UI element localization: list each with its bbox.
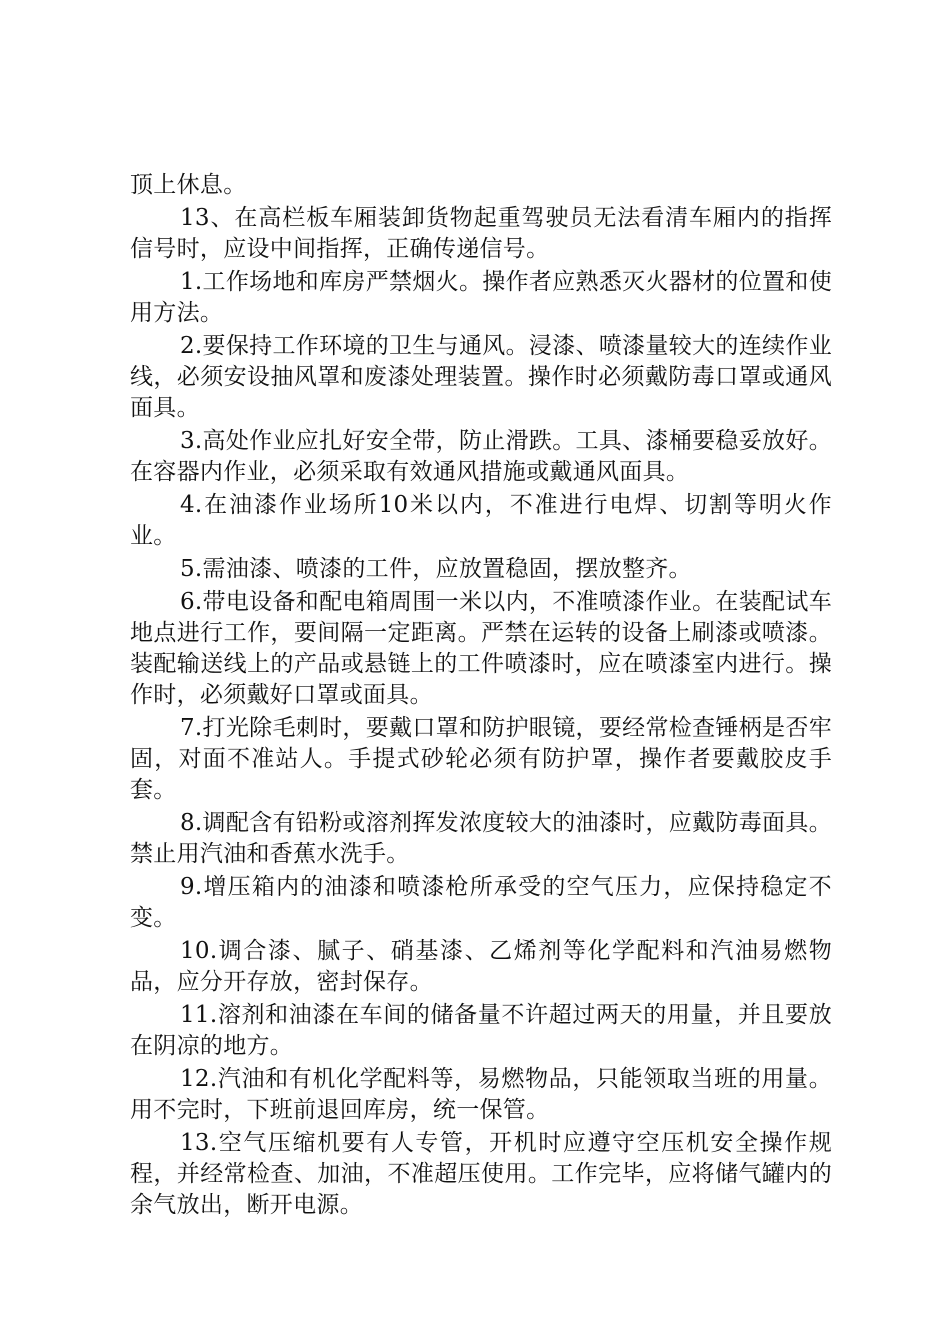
- paragraph-rule-8: 8.调配含有铅粉或溶剂挥发浓度较大的油漆时，应戴防毒面具。禁止用汽油和香蕉水洗手。: [130, 810, 832, 867]
- paragraph-continuation: 顶上休息。: [130, 172, 247, 198]
- paragraph-crane-signal: 13、在高栏板车厢装卸货物起重驾驶员无法看清车厢内的指挥信号时，应设中间指挥，正确传递信号。: [130, 205, 832, 262]
- paragraph-rule-1: 1.工作场地和库房严禁烟火。操作者应熟悉灭火器材的位置和使用方法。: [130, 269, 832, 326]
- paragraph-rule-5: 5.需油漆、喷漆的工件，应放置稳固，摆放整齐。: [180, 556, 692, 582]
- paragraph-rule-6: 6.带电设备和配电箱周围一米以内，不准喷漆作业。在装配试车地点进行工作，要间隔一定距离。严禁在运转的设备上刷漆或喷漆。装配输送线上的产品或悬链上的工件喷漆时，应在喷漆室内进行。操作时，必须戴好口罩或面具。: [130, 589, 832, 708]
- paragraph-rule-10: 10.调合漆、腻子、硝基漆、乙烯剂等化学配料和汽油易燃物品，应分开存放，密封保存。: [130, 938, 832, 995]
- paragraph-rule-3: 3.高处作业应扎好安全带，防止滑跌。工具、漆桶要稳妥放好。在容器内作业，必须采取有效通风措施或戴通风面具。: [130, 428, 832, 485]
- paragraph-rule-12: 12.汽油和有机化学配料等，易燃物品，只能领取当班的用量。用不完时，下班前退回库房，统一保管。: [130, 1066, 832, 1123]
- paragraph-rule-7: 7.打光除毛刺时，要戴口罩和防护眼镜，要经常检查锤柄是否牢固，对面不准站人。手提式砂轮必须有防护罩，操作者要戴胶皮手套。: [130, 715, 832, 803]
- document-body: [130, 170, 832, 1223]
- paragraph-rule-11: 11.溶剂和油漆在车间的储备量不许超过两天的用量，并且要放在阴凉的地方。: [130, 1002, 832, 1059]
- paragraph-rule-4: 4.在油漆作业场所10米以内，不准进行电焊、切割等明火作业。: [130, 492, 832, 549]
- paragraph-rule-9: 9.增压箱内的油漆和喷漆枪所承受的空气压力，应保持稳定不变。: [130, 874, 832, 931]
- paragraph-rule-13: 13.空气压缩机要有人专管，开机时应遵守空压机安全操作规程，并经常检查、加油，不准超压使用。工作完毕，应将储气罐内的余气放出，断开电源。: [130, 1130, 832, 1218]
- paragraph-rule-2: 2.要保持工作环境的卫生与通风。浸漆、喷漆量较大的连续作业线，必须安设抽风罩和废漆处理装置。操作时必须戴防毒口罩或通风面具。: [130, 333, 832, 421]
